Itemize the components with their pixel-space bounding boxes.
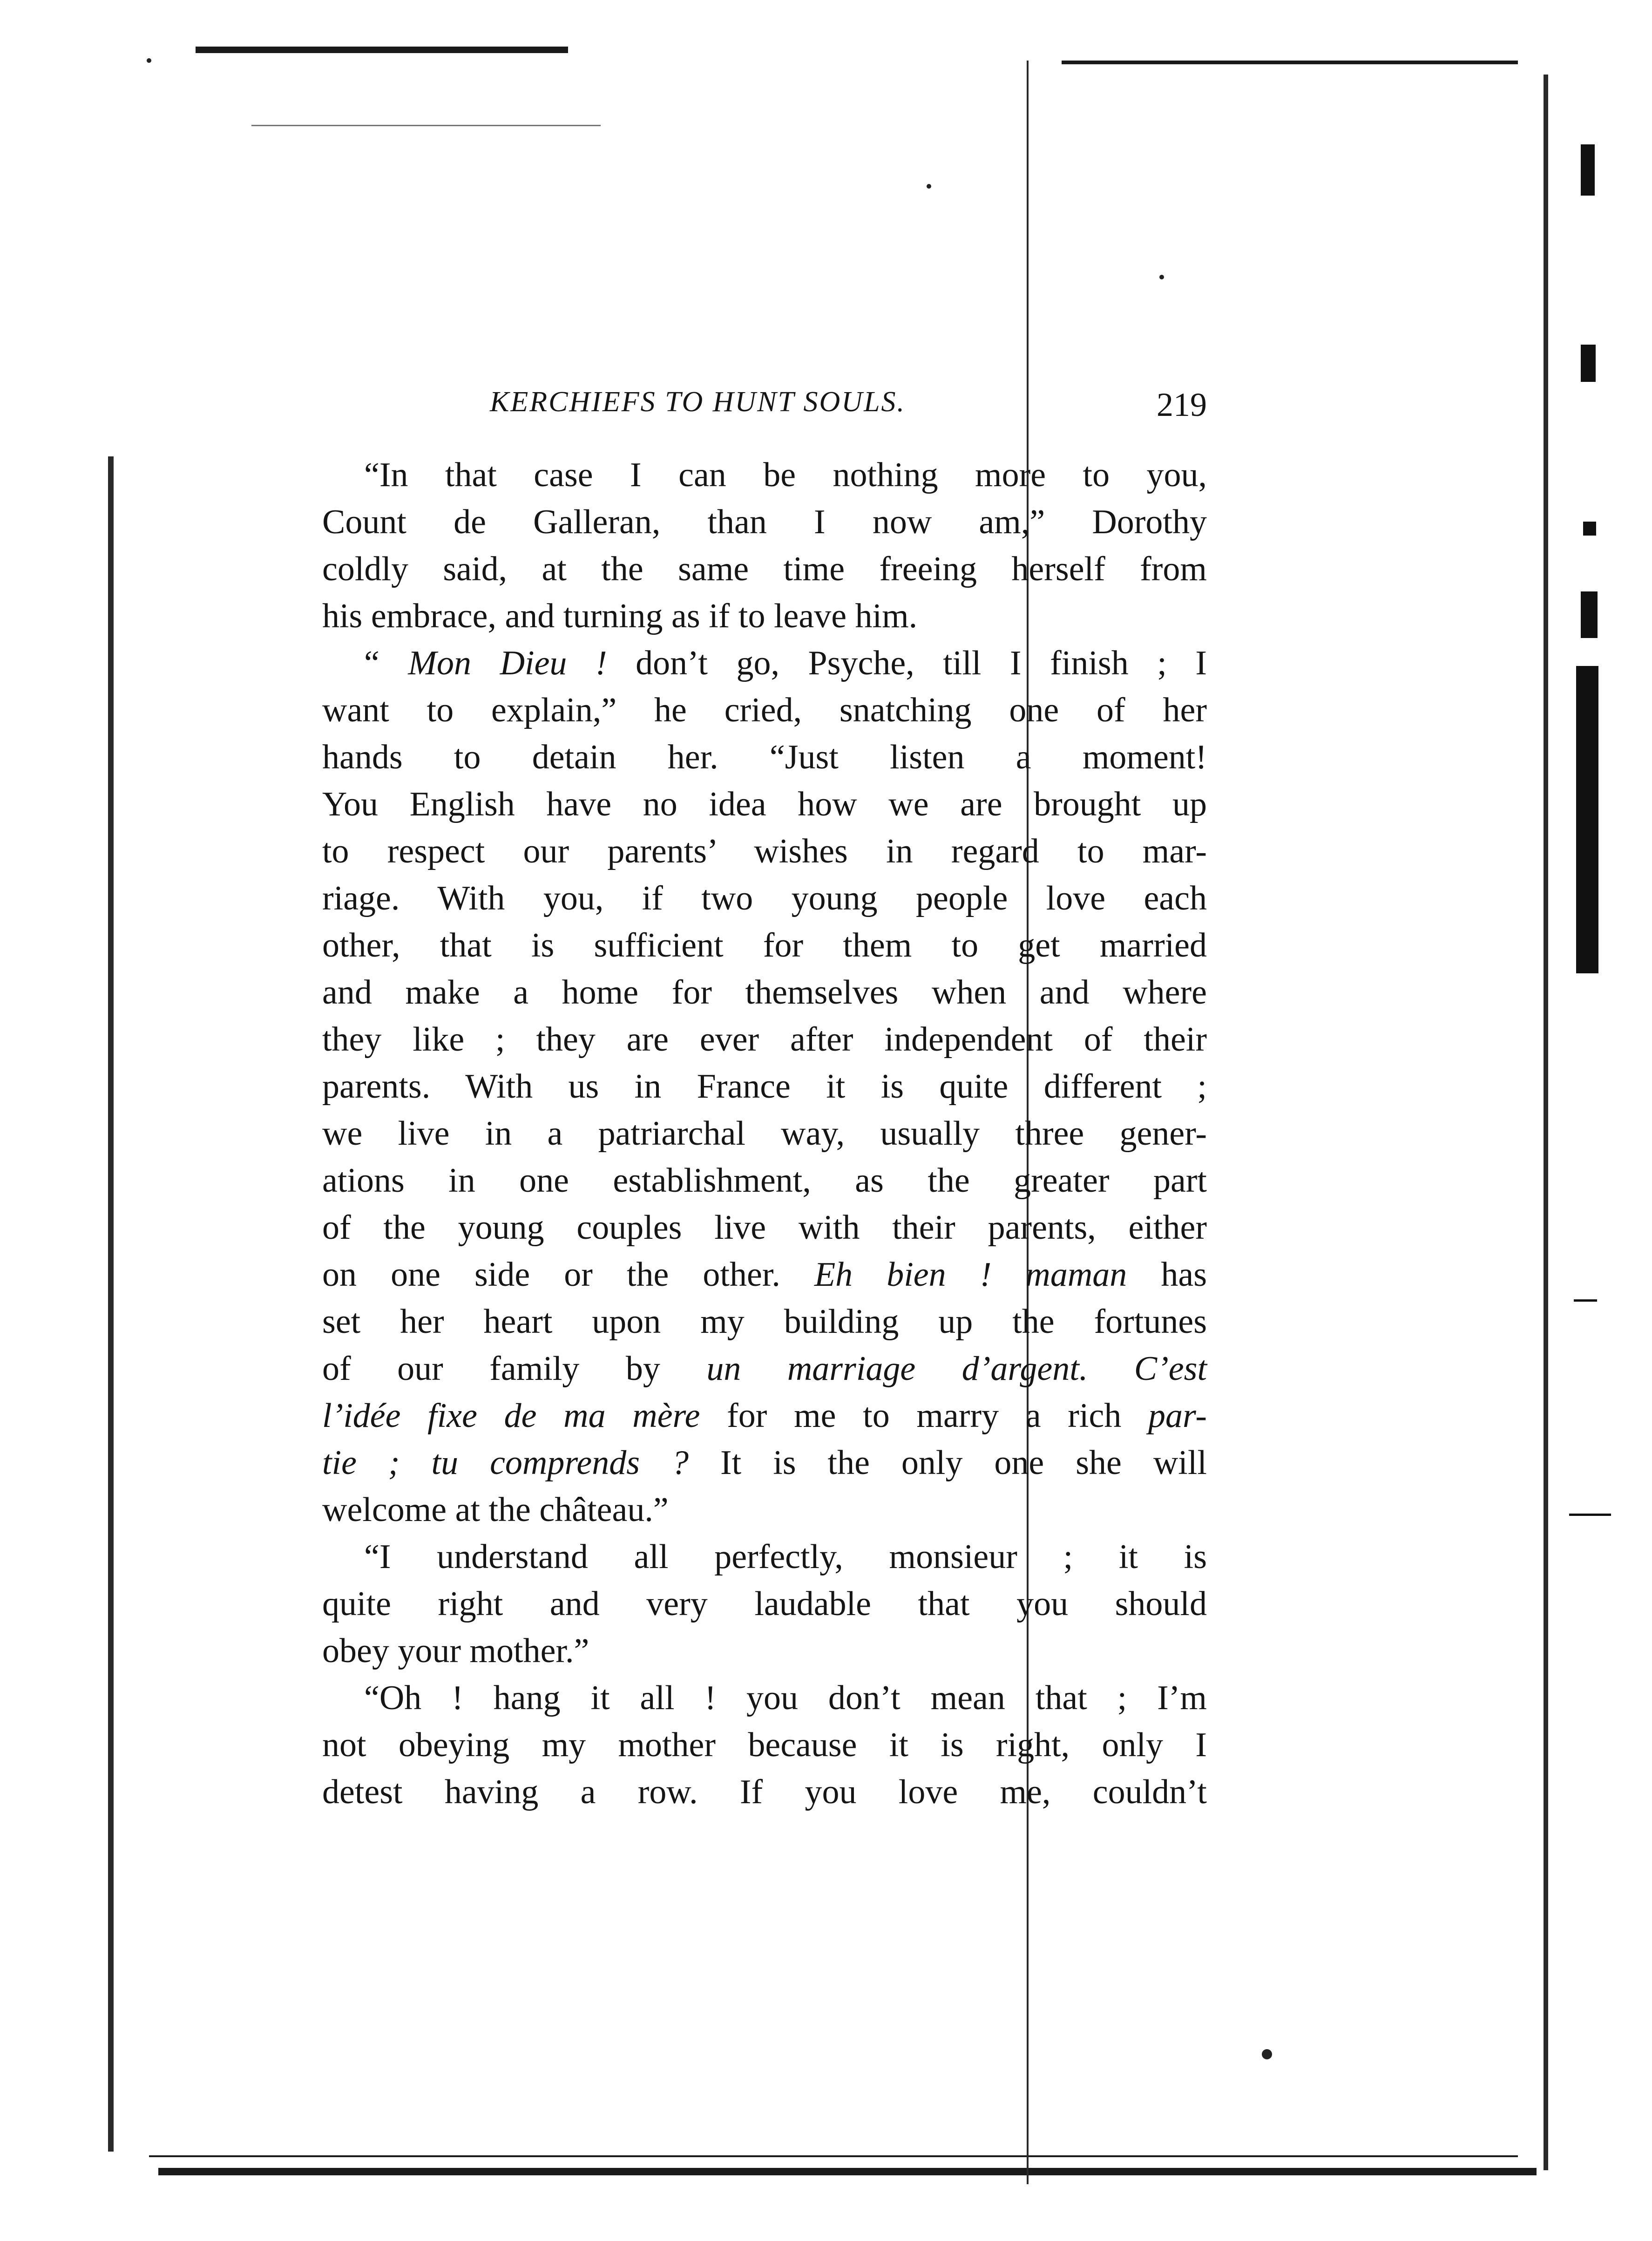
text-segment: his embrace, and turning as if to leave him. (322, 597, 918, 635)
text-line (322, 687, 1207, 734)
text-segment: welcome at the château.” (322, 1491, 669, 1529)
text-line (322, 734, 1207, 781)
text-segment: of the young couples live with their parents, either (322, 1209, 1207, 1247)
text-line (322, 1628, 1207, 1675)
text-segment: It is the only one she will (689, 1444, 1207, 1482)
body-text (322, 452, 1207, 1816)
italic-text: Eh bien ! maman (814, 1256, 1127, 1294)
text-line (322, 922, 1207, 969)
text-line (322, 828, 1207, 875)
text-segment: they like ; they are ever after independent of their (322, 1020, 1207, 1059)
text-line (322, 1204, 1207, 1251)
scan-speck (147, 58, 151, 63)
text-line (322, 1534, 1207, 1581)
text-line (322, 1251, 1207, 1298)
text-segment: “I understand all perfectly, monsieur ; it is (364, 1538, 1207, 1576)
text-segment: we live in a patriarchal way, usually three gener- (322, 1114, 1207, 1153)
text-segment: not obeying my mother because it is right, only I (322, 1726, 1207, 1764)
text-segment: ations in one establishment, as the greater part (322, 1161, 1207, 1200)
left-binding-edge (108, 456, 114, 2152)
text-segment: riage. With you, if two young people love each (322, 879, 1207, 917)
right-margin-mark-2 (1581, 345, 1596, 382)
text-line (322, 1581, 1207, 1628)
italic-text: par- (1148, 1397, 1207, 1435)
top-right-rule (1062, 61, 1518, 64)
text-line (322, 499, 1207, 546)
bottom-rule (158, 2168, 1537, 2175)
italic-text: l’idée fixe de ma mère (322, 1397, 700, 1435)
right-margin-mark-4 (1581, 591, 1598, 638)
text-line (322, 1298, 1207, 1345)
right-binding-edge (1544, 75, 1548, 2170)
right-margin-mark-1 (1581, 144, 1595, 196)
text-line (322, 452, 1207, 499)
text-segment: coldly said, at the same time freeing herself from (322, 550, 1207, 588)
top-rule (196, 47, 568, 53)
text-segment: You English have no idea how we are brought up (322, 785, 1207, 823)
right-margin-mark-5 (1574, 1299, 1597, 1302)
italic-text: un marriage d’argent. C’est (706, 1350, 1207, 1388)
text-line (322, 1675, 1207, 1722)
scan-speck (1159, 275, 1164, 279)
text-line (322, 1157, 1207, 1204)
right-margin-block-1 (1576, 666, 1598, 973)
text-line (322, 1392, 1207, 1440)
text-segment: to respect our parents’ wishes in regard to mar- (322, 832, 1207, 870)
text-line (322, 969, 1207, 1016)
text-line (322, 1487, 1207, 1534)
text-line (322, 1063, 1207, 1110)
text-segment: on one side or the other. (322, 1256, 814, 1294)
page-number: 219 (1157, 386, 1207, 423)
text-segment: and make a home for themselves when and where (322, 973, 1207, 1012)
text-line (322, 546, 1207, 593)
text-line (322, 640, 1207, 687)
bottom-thin-rule (149, 2155, 1518, 2157)
text-segment: “ (364, 644, 408, 682)
right-margin-mark-6 (1569, 1514, 1611, 1516)
italic-text: Mon Dieu ! (408, 644, 607, 682)
text-segment: obey your mother.” (322, 1632, 589, 1670)
text-segment: for me to marry a rich (700, 1397, 1149, 1435)
top-thin-rule (251, 125, 601, 126)
text-segment: “In that case I can be nothing more to you, (364, 456, 1207, 494)
text-line (322, 1110, 1207, 1157)
text-line (322, 875, 1207, 922)
text-segment: set her heart upon my building up the fortunes (322, 1303, 1207, 1341)
running-header (322, 386, 1207, 441)
text-segment: want to explain,” he cried, snatching one of her (322, 691, 1207, 729)
scan-speck (927, 184, 931, 189)
text-segment: “Oh ! hang it all ! you don’t mean that ; I’m (364, 1679, 1207, 1717)
text-line (322, 1345, 1207, 1392)
text-segment: other, that is sufficient for them to get married (322, 926, 1207, 964)
text-segment: don’t go, Psyche, till I finish ; I (607, 644, 1207, 682)
text-segment: of our family by (322, 1350, 707, 1388)
text-line (322, 1440, 1207, 1487)
text-segment: has (1127, 1256, 1207, 1294)
text-segment: Count de Galleran, than I now am,” Dorothy (322, 503, 1207, 541)
running-title: KERCHIEFS TO HUNT SOULS. (490, 386, 906, 418)
text-line (322, 781, 1207, 828)
text-line (322, 1722, 1207, 1769)
italic-text: tie ; tu comprends ? (322, 1444, 689, 1482)
text-segment: quite right and very laudable that you should (322, 1585, 1207, 1623)
text-segment: parents. With us in France it is quite different ; (322, 1067, 1207, 1106)
text-line (322, 593, 1207, 640)
text-segment: detest having a row. If you love me, couldn’t (322, 1773, 1207, 1811)
scan-speck (1262, 2049, 1272, 2059)
text-segment: hands to detain her. “Just listen a moment! (322, 738, 1207, 776)
right-margin-mark-3 (1583, 522, 1596, 536)
text-line (322, 1016, 1207, 1063)
text-line (322, 1769, 1207, 1816)
